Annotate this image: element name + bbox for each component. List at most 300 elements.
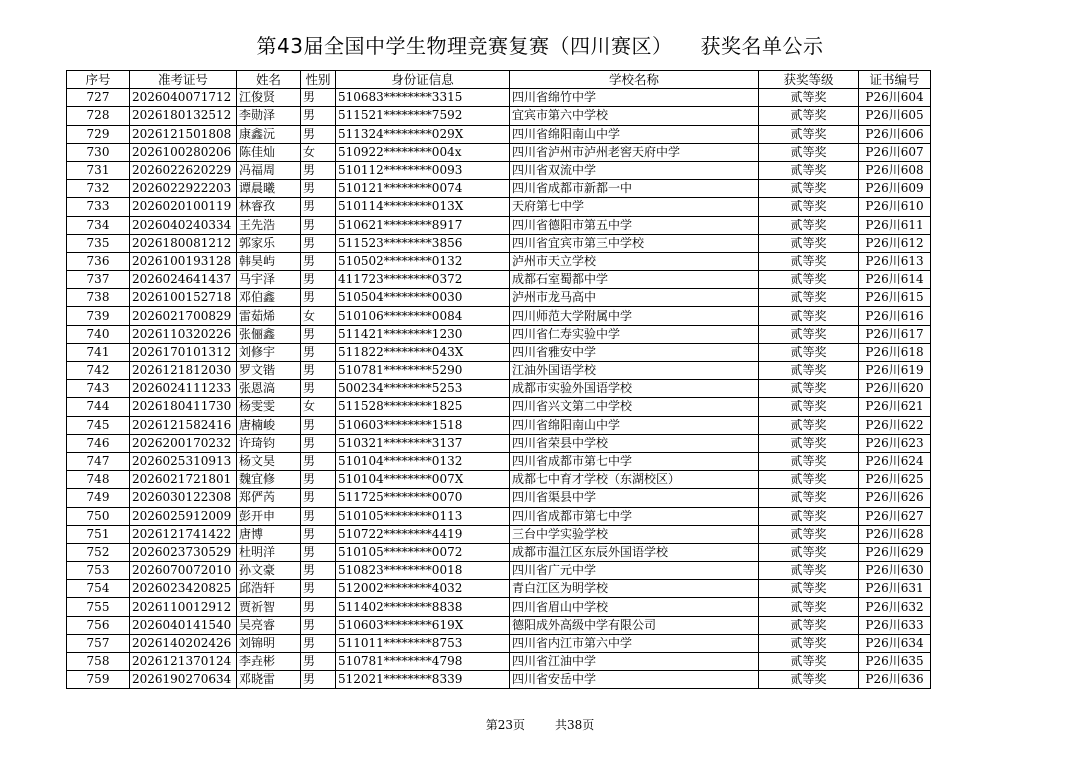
cell-exam-id: 2026190270634 [130, 671, 237, 689]
cell-id-info: 510621********8917 [336, 216, 510, 234]
cell-seq: 746 [67, 434, 130, 452]
cell-name: 邱浩轩 [237, 580, 301, 598]
cell-cert-no: P26川612 [859, 234, 931, 252]
cell-award-level: 贰等奖 [759, 616, 859, 634]
cell-exam-id: 2026040141540 [130, 616, 237, 634]
cell-school: 四川省绵阳南山中学 [510, 416, 759, 434]
cell-award-level: 贰等奖 [759, 198, 859, 216]
cell-name: 冯福周 [237, 161, 301, 179]
cell-id-info: 510105********0113 [336, 507, 510, 525]
cell-id-info: 510722********4419 [336, 525, 510, 543]
cell-seq: 730 [67, 143, 130, 161]
header-cell: 身份证信息 [336, 71, 510, 89]
table-row [67, 616, 931, 634]
table-row [67, 598, 931, 616]
cell-id-info: 510781********4798 [336, 653, 510, 671]
cell-cert-no: P26川631 [859, 580, 931, 598]
cell-exam-id: 2026180132512 [130, 107, 237, 125]
cell-school: 四川省德阳市第五中学 [510, 216, 759, 234]
cell-exam-id: 2026040071712 [130, 89, 237, 107]
cell-cert-no: P26川634 [859, 634, 931, 652]
table-row [67, 671, 931, 689]
cell-cert-no: P26川616 [859, 307, 931, 325]
cell-school: 四川省成都市第七中学 [510, 507, 759, 525]
cell-school: 四川省成都市新都一中 [510, 180, 759, 198]
table-header-row [67, 71, 931, 89]
cell-id-info: 510112********0093 [336, 161, 510, 179]
cell-seq: 744 [67, 398, 130, 416]
cell-id-info: 510823********0018 [336, 562, 510, 580]
table-row [67, 634, 931, 652]
cell-name: 张恩滈 [237, 380, 301, 398]
table-row [67, 580, 931, 598]
cell-gender: 女 [301, 398, 336, 416]
cell-school: 四川师范大学附属中学 [510, 307, 759, 325]
award-table [66, 70, 931, 689]
cell-cert-no: P26川636 [859, 671, 931, 689]
cell-gender: 男 [301, 161, 336, 179]
cell-award-level: 贰等奖 [759, 580, 859, 598]
cell-name: 邓伯鑫 [237, 289, 301, 307]
cell-seq: 729 [67, 125, 130, 143]
table-row [67, 307, 931, 325]
cell-school: 成都石室蜀都中学 [510, 271, 759, 289]
cell-gender: 男 [301, 580, 336, 598]
cell-cert-no: P26川622 [859, 416, 931, 434]
cell-exam-id: 2026140202426 [130, 634, 237, 652]
cell-id-info: 510105********0072 [336, 543, 510, 561]
page-number: 第23页 [485, 718, 525, 732]
cell-exam-id: 2026110012912 [130, 598, 237, 616]
cell-id-info: 510321********3137 [336, 434, 510, 452]
cell-seq: 758 [67, 653, 130, 671]
cell-school: 四川省泸州市泸州老窖天府中学 [510, 143, 759, 161]
cell-seq: 728 [67, 107, 130, 125]
cell-award-level: 贰等奖 [759, 471, 859, 489]
cell-school: 四川省渠县中学 [510, 489, 759, 507]
cell-id-info: 510683********3315 [336, 89, 510, 107]
cell-school: 四川省江油中学 [510, 653, 759, 671]
cell-id-info: 511402********8838 [336, 598, 510, 616]
cell-school: 江油外国语学校 [510, 362, 759, 380]
table-row [67, 180, 931, 198]
cell-school: 四川省成都市第七中学 [510, 452, 759, 470]
cell-award-level: 贰等奖 [759, 416, 859, 434]
cell-award-level: 贰等奖 [759, 234, 859, 252]
cell-award-level: 贰等奖 [759, 89, 859, 107]
cell-cert-no: P26川627 [859, 507, 931, 525]
cell-id-info: 411723********0372 [336, 271, 510, 289]
cell-award-level: 贰等奖 [759, 180, 859, 198]
cell-seq: 749 [67, 489, 130, 507]
cell-school: 四川省内江市第六中学 [510, 634, 759, 652]
cell-seq: 739 [67, 307, 130, 325]
cell-seq: 756 [67, 616, 130, 634]
cell-award-level: 贰等奖 [759, 653, 859, 671]
cell-exam-id: 2026021721801 [130, 471, 237, 489]
cell-gender: 男 [301, 216, 336, 234]
table-row [67, 416, 931, 434]
cell-gender: 男 [301, 562, 336, 580]
cell-seq: 755 [67, 598, 130, 616]
table-row [67, 507, 931, 525]
cell-seq: 737 [67, 271, 130, 289]
cell-exam-id: 2026121582416 [130, 416, 237, 434]
cell-gender: 男 [301, 616, 336, 634]
cell-name: 江俊贤 [237, 89, 301, 107]
table-row [67, 198, 931, 216]
table-row [67, 89, 931, 107]
cell-school: 三台中学实验学校 [510, 525, 759, 543]
cell-award-level: 贰等奖 [759, 452, 859, 470]
cell-id-info: 510121********0074 [336, 180, 510, 198]
cell-name: 陈佳灿 [237, 143, 301, 161]
table-row [67, 471, 931, 489]
cell-seq: 754 [67, 580, 130, 598]
cell-id-info: 510504********0030 [336, 289, 510, 307]
cell-school: 四川省荣县中学校 [510, 434, 759, 452]
cell-school: 泸州市天立学校 [510, 252, 759, 270]
cell-school: 青白江区为明学校 [510, 580, 759, 598]
cell-school: 四川省宜宾市第三中学校 [510, 234, 759, 252]
cell-cert-no: P26川611 [859, 216, 931, 234]
cell-cert-no: P26川609 [859, 180, 931, 198]
cell-seq: 753 [67, 562, 130, 580]
cell-id-info: 511528********1825 [336, 398, 510, 416]
cell-id-info: 510106********0084 [336, 307, 510, 325]
cell-award-level: 贰等奖 [759, 307, 859, 325]
cell-gender: 男 [301, 362, 336, 380]
cell-name: 马宇泽 [237, 271, 301, 289]
cell-seq: 731 [67, 161, 130, 179]
cell-exam-id: 2026121741422 [130, 525, 237, 543]
cell-name: 郭家乐 [237, 234, 301, 252]
cell-gender: 男 [301, 289, 336, 307]
cell-id-info: 511725********0070 [336, 489, 510, 507]
cell-name: 林睿孜 [237, 198, 301, 216]
cell-name: 刘锦明 [237, 634, 301, 652]
cell-cert-no: P26川605 [859, 107, 931, 125]
cell-exam-id: 2026070072010 [130, 562, 237, 580]
cell-name: 贾祈智 [237, 598, 301, 616]
table-row [67, 362, 931, 380]
cell-name: 杨文昊 [237, 452, 301, 470]
table-row [67, 343, 931, 361]
cell-gender: 男 [301, 89, 336, 107]
cell-id-info: 510104********007X [336, 471, 510, 489]
cell-id-info: 510603********619X [336, 616, 510, 634]
cell-exam-id: 2026170101312 [130, 343, 237, 361]
cell-exam-id: 2026121501808 [130, 125, 237, 143]
header-cell: 姓名 [237, 71, 301, 89]
cell-id-info: 510502********0132 [336, 252, 510, 270]
cell-id-info: 511011********8753 [336, 634, 510, 652]
cell-name: 吴亮睿 [237, 616, 301, 634]
cell-seq: 742 [67, 362, 130, 380]
cell-exam-id: 2026180081212 [130, 234, 237, 252]
cell-exam-id: 2026020100119 [130, 198, 237, 216]
table-row [67, 398, 931, 416]
cell-cert-no: P26川632 [859, 598, 931, 616]
cell-seq: 748 [67, 471, 130, 489]
cell-seq: 743 [67, 380, 130, 398]
cell-id-info: 512002********4032 [336, 580, 510, 598]
cell-gender: 男 [301, 471, 336, 489]
cell-award-level: 贰等奖 [759, 271, 859, 289]
cell-award-level: 贰等奖 [759, 143, 859, 161]
cell-name: 康鑫沅 [237, 125, 301, 143]
cell-award-level: 贰等奖 [759, 562, 859, 580]
table-row [67, 562, 931, 580]
table-row [67, 289, 931, 307]
cell-seq: 747 [67, 452, 130, 470]
cell-exam-id: 2026100152718 [130, 289, 237, 307]
table-row [67, 380, 931, 398]
cell-cert-no: P26川604 [859, 89, 931, 107]
table-row [67, 271, 931, 289]
cell-seq: 757 [67, 634, 130, 652]
cell-award-level: 贰等奖 [759, 634, 859, 652]
cell-seq: 741 [67, 343, 130, 361]
cell-cert-no: P26川617 [859, 325, 931, 343]
cell-exam-id: 2026180411730 [130, 398, 237, 416]
table-row [67, 325, 931, 343]
table-row [67, 234, 931, 252]
cell-name: 郑俨芮 [237, 489, 301, 507]
cell-award-level: 贰等奖 [759, 380, 859, 398]
cell-award-level: 贰等奖 [759, 325, 859, 343]
cell-exam-id: 2026024111233 [130, 380, 237, 398]
cell-gender: 男 [301, 416, 336, 434]
cell-exam-id: 2026121812030 [130, 362, 237, 380]
cell-school: 宜宾市第六中学校 [510, 107, 759, 125]
header-cell: 学校名称 [510, 71, 759, 89]
cell-gender: 男 [301, 598, 336, 616]
cell-seq: 759 [67, 671, 130, 689]
cell-exam-id: 2026025912009 [130, 507, 237, 525]
cell-exam-id: 2026100280206 [130, 143, 237, 161]
cell-school: 成都市温江区东辰外国语学校 [510, 543, 759, 561]
cell-id-info: 510114********013X [336, 198, 510, 216]
page-footer [0, 716, 1080, 733]
cell-name: 王先浩 [237, 216, 301, 234]
cell-gender: 男 [301, 180, 336, 198]
cell-id-info: 510781********5290 [336, 362, 510, 380]
cell-name: 罗文锴 [237, 362, 301, 380]
page-total: 共38页 [555, 718, 595, 732]
table-row [67, 125, 931, 143]
cell-gender: 男 [301, 107, 336, 125]
cell-id-info: 500234********5253 [336, 380, 510, 398]
title-sub: 获奖名单公示 [700, 34, 824, 58]
header-cell: 性别 [301, 71, 336, 89]
cell-award-level: 贰等奖 [759, 543, 859, 561]
cell-id-info: 510922********004x [336, 143, 510, 161]
cell-name: 雷茹烯 [237, 307, 301, 325]
cell-id-info: 512021********8339 [336, 671, 510, 689]
cell-exam-id: 2026021700829 [130, 307, 237, 325]
cell-seq: 745 [67, 416, 130, 434]
cell-name: 韩昊屿 [237, 252, 301, 270]
cell-cert-no: P26川621 [859, 398, 931, 416]
cell-name: 杜明洋 [237, 543, 301, 561]
cell-exam-id: 2026200170232 [130, 434, 237, 452]
header-cell: 获奖等级 [759, 71, 859, 89]
table-row [67, 434, 931, 452]
cell-school: 四川省绵阳南山中学 [510, 125, 759, 143]
cell-award-level: 贰等奖 [759, 525, 859, 543]
cell-school: 四川省安岳中学 [510, 671, 759, 689]
title-main: 第43届全国中学生物理竞赛复赛（四川赛区） [256, 34, 673, 58]
cell-seq: 736 [67, 252, 130, 270]
cell-cert-no: P26川607 [859, 143, 931, 161]
cell-exam-id: 2026023730529 [130, 543, 237, 561]
table-row [67, 107, 931, 125]
cell-school: 四川省仁寿实验中学 [510, 325, 759, 343]
cell-school: 成都市实验外国语学校 [510, 380, 759, 398]
cell-cert-no: P26川610 [859, 198, 931, 216]
cell-gender: 男 [301, 653, 336, 671]
cell-gender: 男 [301, 489, 336, 507]
cell-id-info: 511521********7592 [336, 107, 510, 125]
table-row [67, 452, 931, 470]
table-row [67, 543, 931, 561]
cell-seq: 740 [67, 325, 130, 343]
cell-gender: 男 [301, 252, 336, 270]
cell-gender: 男 [301, 525, 336, 543]
cell-gender: 男 [301, 434, 336, 452]
page-title [0, 30, 1080, 59]
cell-name: 唐博 [237, 525, 301, 543]
cell-cert-no: P26川633 [859, 616, 931, 634]
cell-award-level: 贰等奖 [759, 161, 859, 179]
cell-seq: 735 [67, 234, 130, 252]
cell-award-level: 贰等奖 [759, 107, 859, 125]
cell-name: 谭晨曦 [237, 180, 301, 198]
cell-cert-no: P26川625 [859, 471, 931, 489]
cell-school: 天府第七中学 [510, 198, 759, 216]
table-body [67, 89, 931, 689]
cell-seq: 751 [67, 525, 130, 543]
table-row [67, 525, 931, 543]
cell-cert-no: P26川614 [859, 271, 931, 289]
cell-name: 李垚彬 [237, 653, 301, 671]
cell-name: 刘修宇 [237, 343, 301, 361]
cell-school: 四川省绵竹中学 [510, 89, 759, 107]
cell-cert-no: P26川615 [859, 289, 931, 307]
cell-seq: 733 [67, 198, 130, 216]
cell-award-level: 贰等奖 [759, 507, 859, 525]
table-row [67, 252, 931, 270]
cell-name: 许琦钧 [237, 434, 301, 452]
cell-cert-no: P26川626 [859, 489, 931, 507]
cell-school: 四川省广元中学 [510, 562, 759, 580]
cell-cert-no: P26川630 [859, 562, 931, 580]
cell-seq: 752 [67, 543, 130, 561]
cell-gender: 男 [301, 634, 336, 652]
cell-gender: 女 [301, 143, 336, 161]
cell-award-level: 贰等奖 [759, 252, 859, 270]
cell-gender: 男 [301, 234, 336, 252]
cell-cert-no: P26川623 [859, 434, 931, 452]
cell-id-info: 511421********1230 [336, 325, 510, 343]
cell-exam-id: 2026100193128 [130, 252, 237, 270]
cell-gender: 男 [301, 543, 336, 561]
cell-gender: 男 [301, 343, 336, 361]
cell-gender: 男 [301, 198, 336, 216]
cell-name: 邓晓雷 [237, 671, 301, 689]
cell-cert-no: P26川629 [859, 543, 931, 561]
cell-cert-no: P26川628 [859, 525, 931, 543]
cell-award-level: 贰等奖 [759, 289, 859, 307]
cell-exam-id: 2026025310913 [130, 452, 237, 470]
cell-gender: 男 [301, 125, 336, 143]
cell-cert-no: P26川619 [859, 362, 931, 380]
header-cell: 准考证号 [130, 71, 237, 89]
cell-gender: 男 [301, 507, 336, 525]
header-cell: 序号 [67, 71, 130, 89]
table-row [67, 489, 931, 507]
cell-id-info: 511324********029X [336, 125, 510, 143]
cell-name: 孙文豪 [237, 562, 301, 580]
cell-award-level: 贰等奖 [759, 125, 859, 143]
cell-exam-id: 2026024641437 [130, 271, 237, 289]
cell-school: 德阳成外高级中学有限公司 [510, 616, 759, 634]
cell-seq: 750 [67, 507, 130, 525]
cell-school: 四川省兴文第二中学校 [510, 398, 759, 416]
table-row [67, 216, 931, 234]
cell-school: 四川省双流中学 [510, 161, 759, 179]
cell-cert-no: P26川608 [859, 161, 931, 179]
cell-award-level: 贰等奖 [759, 434, 859, 452]
table-row [67, 143, 931, 161]
cell-name: 李勋泽 [237, 107, 301, 125]
cell-cert-no: P26川613 [859, 252, 931, 270]
cell-gender: 男 [301, 380, 336, 398]
cell-exam-id: 2026022922203 [130, 180, 237, 198]
cell-exam-id: 2026121370124 [130, 653, 237, 671]
cell-cert-no: P26川624 [859, 452, 931, 470]
header-cell: 证书编号 [859, 71, 931, 89]
cell-award-level: 贰等奖 [759, 598, 859, 616]
cell-gender: 男 [301, 452, 336, 470]
cell-school: 四川省眉山中学校 [510, 598, 759, 616]
cell-cert-no: P26川618 [859, 343, 931, 361]
cell-seq: 727 [67, 89, 130, 107]
cell-award-level: 贰等奖 [759, 343, 859, 361]
cell-seq: 734 [67, 216, 130, 234]
cell-exam-id: 2026030122308 [130, 489, 237, 507]
cell-award-level: 贰等奖 [759, 216, 859, 234]
cell-award-level: 贰等奖 [759, 398, 859, 416]
cell-name: 彭开申 [237, 507, 301, 525]
cell-gender: 男 [301, 671, 336, 689]
cell-name: 张俪鑫 [237, 325, 301, 343]
cell-exam-id: 2026023420825 [130, 580, 237, 598]
cell-exam-id: 2026040240334 [130, 216, 237, 234]
cell-id-info: 510603********1518 [336, 416, 510, 434]
cell-award-level: 贰等奖 [759, 671, 859, 689]
cell-award-level: 贰等奖 [759, 489, 859, 507]
cell-name: 唐楠峻 [237, 416, 301, 434]
cell-id-info: 510104********0132 [336, 452, 510, 470]
cell-exam-id: 2026022620229 [130, 161, 237, 179]
cell-cert-no: P26川635 [859, 653, 931, 671]
cell-exam-id: 2026110320226 [130, 325, 237, 343]
cell-seq: 732 [67, 180, 130, 198]
cell-name: 魏宜修 [237, 471, 301, 489]
cell-gender: 男 [301, 271, 336, 289]
